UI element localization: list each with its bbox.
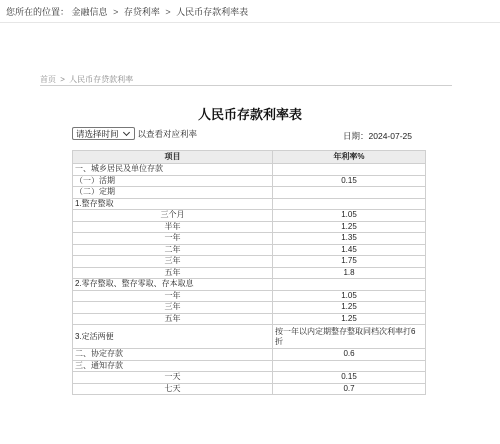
table-row [73, 221, 426, 233]
table-row [73, 244, 426, 256]
row-annual-rate [273, 187, 426, 199]
table-body [73, 164, 426, 395]
column-header-annual-rate: 年利率% [273, 151, 426, 164]
location-prefix: 您所在的位置： [6, 7, 70, 17]
row-annual-rate [273, 198, 426, 210]
table-row [73, 302, 426, 314]
row-annual-rate: 1.25 [273, 313, 426, 325]
row-annual-rate: 0.15 [273, 175, 426, 187]
row-annual-rate: 1.8 [273, 267, 426, 279]
row-item-name: 三年 [73, 256, 273, 268]
breadcrumb-divider [40, 85, 452, 86]
table-row [73, 313, 426, 325]
row-item-name: 三、通知存款 [73, 360, 273, 372]
row-item-name: 七天 [73, 383, 273, 395]
row-item-name: 三年 [73, 302, 273, 314]
row-annual-rate [273, 164, 426, 176]
row-item-name: 五年 [73, 313, 273, 325]
table-row [73, 256, 426, 268]
row-annual-rate: 0.7 [273, 383, 426, 395]
breadcrumb-link-finance-info[interactable]: 金融信息 [71, 7, 108, 17]
row-item-name: 一、城乡居民及单位存款 [73, 164, 273, 176]
table-row [73, 372, 426, 384]
table-row [73, 198, 426, 210]
row-annual-rate: 1.05 [273, 210, 426, 222]
table-row [73, 349, 426, 361]
date-select-controls [72, 127, 197, 140]
chevron-down-icon [122, 129, 132, 138]
deposit-rate-table [72, 150, 426, 395]
date-display [343, 130, 412, 142]
row-item-name: 一年 [73, 290, 273, 302]
table-row [73, 325, 426, 349]
top-divider [0, 22, 500, 23]
table-row [73, 233, 426, 245]
breadcrumb-separator: > [60, 75, 65, 84]
date-select-dropdown[interactable] [72, 127, 135, 140]
row-annual-rate: 1.35 [273, 233, 426, 245]
row-item-name: 1.整存整取 [73, 198, 273, 210]
row-item-name: 半年 [73, 221, 273, 233]
breadcrumb-link-home[interactable]: 首页 [40, 75, 56, 84]
table-row [73, 290, 426, 302]
row-item-name: 三个月 [73, 210, 273, 222]
table-row [73, 210, 426, 222]
row-item-name: 2.零存整取、整存零取、存本取息 [73, 279, 273, 291]
date-select-value: 请选择时间 [76, 128, 119, 139]
table-row [73, 383, 426, 395]
location-breadcrumb [6, 5, 248, 18]
table-row [73, 164, 426, 176]
row-item-name: 二年 [73, 244, 273, 256]
breadcrumb-link-deposit-loan-rates[interactable]: 存贷利率 [123, 7, 160, 17]
date-label: 日期： [343, 131, 369, 141]
select-hint-text: 以查看对应利率 [137, 128, 198, 139]
breadcrumb-link-rmb-deposit-table[interactable]: 人民币存款利率表 [176, 7, 249, 17]
breadcrumb-separator: > [165, 7, 171, 17]
table-row [73, 360, 426, 372]
row-item-name: （一）活期 [73, 175, 273, 187]
table-row [73, 267, 426, 279]
row-annual-rate: 1.25 [273, 221, 426, 233]
row-annual-rate [273, 279, 426, 291]
row-annual-rate [273, 360, 426, 372]
row-annual-rate: 0.15 [273, 372, 426, 384]
table-row [73, 187, 426, 199]
row-annual-rate: 1.05 [273, 290, 426, 302]
row-annual-rate: 1.25 [273, 302, 426, 314]
row-annual-rate: 1.75 [273, 256, 426, 268]
row-item-name: 一年 [73, 233, 273, 245]
breadcrumb-link-rmb-rates[interactable]: 人民币存贷款利率 [69, 75, 134, 84]
row-item-name: 五年 [73, 267, 273, 279]
row-annual-rate: 按一年以内定期整存整取同档次利率打6折 [273, 325, 426, 349]
date-value: 2024-07-25 [368, 131, 412, 141]
page-title: 人民币存款利率表 [197, 107, 302, 122]
row-annual-rate: 1.45 [273, 244, 426, 256]
row-item-name: （二）定期 [73, 187, 273, 199]
table-header-row [73, 151, 426, 164]
breadcrumb-separator: > [113, 7, 119, 17]
row-annual-rate: 0.6 [273, 349, 426, 361]
row-item-name: 3.定活两便 [73, 325, 273, 349]
column-header-item: 项目 [73, 151, 273, 164]
table-row [73, 279, 426, 291]
row-item-name: 一天 [73, 372, 273, 384]
row-item-name: 二、协定存款 [73, 349, 273, 361]
table-row [73, 175, 426, 187]
sub-breadcrumb [40, 74, 133, 85]
